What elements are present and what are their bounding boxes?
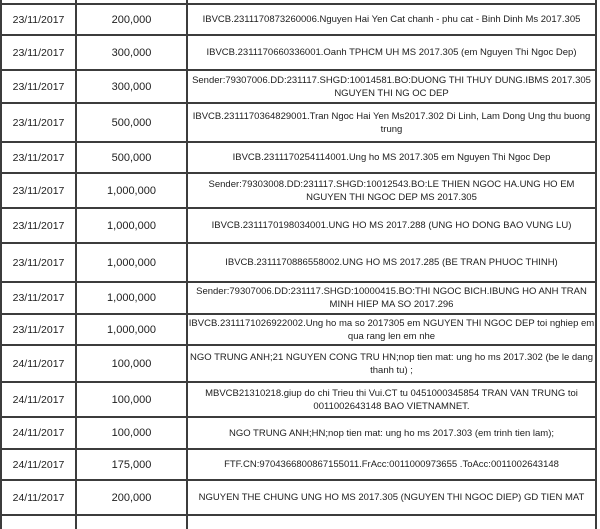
table-row — [1, 345, 596, 382]
description-cell: MBVCB21310218.giup do chi Trieu thi Vui.CT tu 0451000345854 TRAN VAN TRUNG toi 0011002643148 BAO VIETNAMNET. — [187, 382, 596, 417]
amount-cell: 100,000 — [76, 345, 187, 382]
date-cell: 24/11/2017 — [1, 480, 76, 515]
amount-cell: 500,000 — [76, 142, 187, 173]
table-row — [1, 173, 596, 208]
description-cell: IBVCB.2311170873260006.Nguyen Hai Yen Cat chanh - phu cat - Binh Dinh Ms 2017.305 — [187, 4, 596, 35]
date-cell: 23/11/2017 — [1, 142, 76, 173]
description-cell: IBVCB.2311170254114001.Ung ho MS 2017.305 em Nguyen Thi Ngoc Dep — [187, 142, 596, 173]
description-cell: IBVCB.2311171026922002.Ung ho ma so 2017305 em NGUYEN THI NGOC DEP toi nghiep em qua rang len em nhe — [187, 314, 596, 345]
partial-row-bottom — [1, 515, 596, 529]
table-row — [1, 449, 596, 480]
date-cell: 24/11/2017 — [1, 345, 76, 382]
amount-cell: 200,000 — [76, 4, 187, 35]
amount-cell: 500,000 — [76, 103, 187, 142]
amount-cell: 100,000 — [76, 382, 187, 417]
description-cell: NGUYEN THE CHUNG UNG HO MS 2017.305 (NGUYEN THI NGOC DIEP) GD TIEN MAT — [187, 480, 596, 515]
table-row — [1, 103, 596, 142]
amount-cell: 300,000 — [76, 35, 187, 70]
table-row — [1, 480, 596, 515]
date-cell: 23/11/2017 — [1, 173, 76, 208]
date-cell: 23/11/2017 — [1, 35, 76, 70]
date-cell: 23/11/2017 — [1, 282, 76, 314]
amount-cell: 1,000,000 — [76, 243, 187, 282]
date-cell: 23/11/2017 — [1, 70, 76, 103]
date-cell: 23/11/2017 — [1, 243, 76, 282]
description-cell: IBVCB.2311170886558002.UNG HO MS 2017.285 (BE TRAN PHUOC THINH) — [187, 243, 596, 282]
table-row — [1, 282, 596, 314]
table-row — [1, 208, 596, 243]
table-row — [1, 142, 596, 173]
description-cell: Sender:79307006.DD:231117.SHGD:10014581.BO:DUONG THI THUY DUNG.IBMS 2017.305 NGUYEN THI NG OC DEP — [187, 70, 596, 103]
table-row — [1, 382, 596, 417]
table-row — [1, 35, 596, 70]
table-row — [1, 314, 596, 345]
date-cell — [1, 515, 76, 529]
date-cell: 24/11/2017 — [1, 382, 76, 417]
description-cell: IBVCB.2311170198034001.UNG HO MS 2017.288 (UNG HO DONG BAO VUNG LU) — [187, 208, 596, 243]
description-cell: NGO TRUNG ANH;HN;nop tien mat: ung ho ms 2017.303 (em trinh tien lam); — [187, 417, 596, 449]
amount-cell: 1,000,000 — [76, 282, 187, 314]
amount-cell: 1,000,000 — [76, 208, 187, 243]
amount-cell: 1,000,000 — [76, 173, 187, 208]
amount-cell: 100,000 — [76, 417, 187, 449]
amount-cell: 300,000 — [76, 70, 187, 103]
date-cell: 24/11/2017 — [1, 449, 76, 480]
table-row — [1, 70, 596, 103]
date-cell: 23/11/2017 — [1, 314, 76, 345]
description-cell: NGO TRUNG ANH;21 NGUYEN CONG TRU HN;nop tien mat: ung ho ms 2017.302 (be le dang thanh tu) ; — [187, 345, 596, 382]
amount-cell: 1,000,000 — [76, 314, 187, 345]
description-cell — [187, 515, 596, 529]
table-row — [1, 4, 596, 35]
amount-cell: 175,000 — [76, 449, 187, 480]
table-row — [1, 417, 596, 449]
description-cell: IBVCB.2311170660336001.Oanh TPHCM UH MS 2017.305 (em Nguyen Thi Ngoc Dep) — [187, 35, 596, 70]
description-cell: Sender:79303008.DD:231117.SHGD:10012543.BO:LE THIEN NGOC HA.UNG HO EM NGUYEN THI NGOC DEP MS 2017.305 — [187, 173, 596, 208]
description-cell: FTF.CN:9704366800867155011.FrAcc:0011000973655 .ToAcc:0011002643148 — [187, 449, 596, 480]
table-row — [1, 243, 596, 282]
amount-cell — [76, 515, 187, 529]
date-cell: 23/11/2017 — [1, 208, 76, 243]
amount-cell: 200,000 — [76, 480, 187, 515]
description-cell: Sender:79307006.DD:231117.SHGD:10000415.BO:THI NGOC BICH.IBUNG HO ANH TRAN MINH HIEP MA SO 2017.296 — [187, 282, 596, 314]
date-cell: 23/11/2017 — [1, 103, 76, 142]
description-cell: IBVCB.2311170364829001.Tran Ngoc Hai Yen Ms2017.302 Di Linh, Lam Dong Ung thu buong trung — [187, 103, 596, 142]
date-cell: 23/11/2017 — [1, 4, 76, 35]
date-cell: 24/11/2017 — [1, 417, 76, 449]
